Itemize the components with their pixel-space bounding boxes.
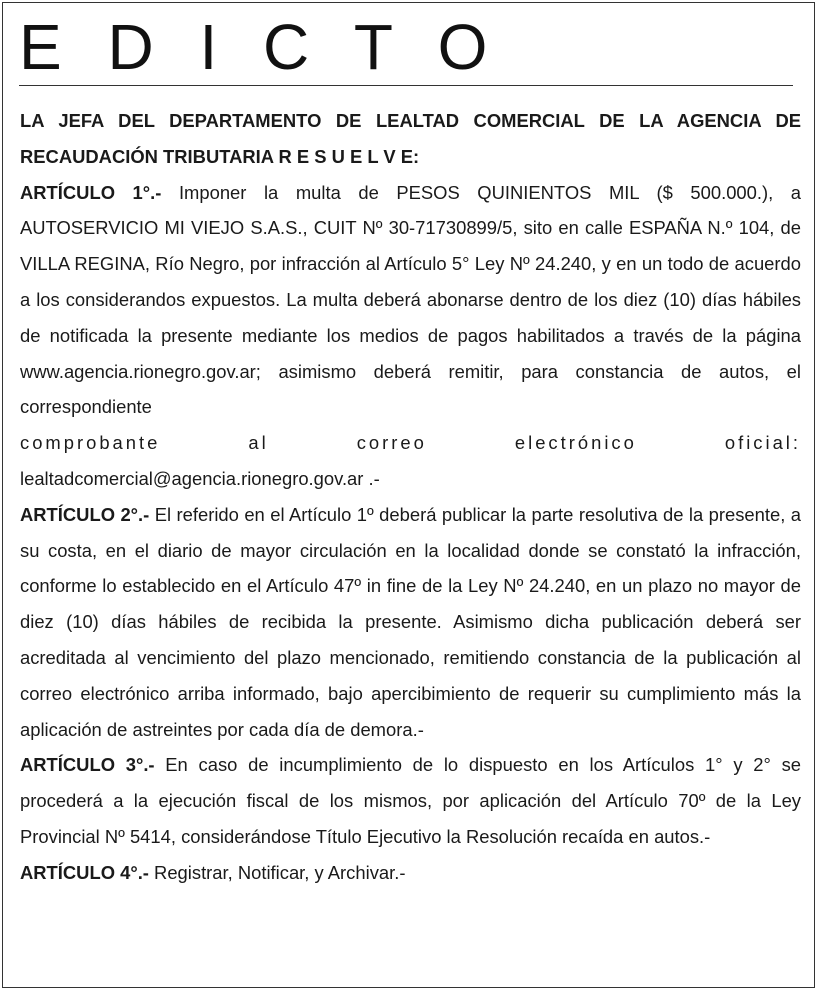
article-4-text: Registrar, Notificar, y Archivar.- (148, 861, 406, 883)
article-3-text: En caso de incumplimiento de lo dispuesto en los Artículos 1° y 2° se procederá a la ejecución fiscal de los mismos, por aplicación del Artículo 70º de la Ley Provincial Nº 5414, considerándose Título Ejecutivo la Resolución recaída en autos.- (20, 754, 801, 847)
article-1-label: ARTÍCULO 1°.- (20, 181, 162, 203)
article-1 (20, 175, 801, 497)
article-4 (20, 855, 801, 891)
edict-frame (2, 2, 815, 988)
article-1-text: Imponer la multa de PESOS QUINIENTOS MIL ($ 500.000.), a AUTOSERVICIO MI VIEJO S.A.S., CUIT Nº 30-71730899/5, sito en calle ESPAÑA N.º 104, de VILLA REGINA, Río Negro, por infracción al Artículo 5° Ley Nº 24.240, y en un todo de acuerdo a los considerandos expuestos. La multa deberá abonarse dentro de los diez (10) días hábiles de notificada la presente mediante los medios de pagos habilitados a través de la página www.agencia.rionegro.gov.ar; asimismo deberá remitir, para constancia de autos, el correspondiente (20, 181, 802, 418)
resolution-heading: LA JEFA DEL DEPARTAMENTO DE LEALTAD COMERCIAL DE LA AGENCIA DE RECAUDACIÓN TRIBUTARIA R E S U E L V E: (20, 110, 801, 167)
article-2-label: ARTÍCULO 2°.- (20, 503, 150, 525)
edict-title: E D I C T O (19, 11, 502, 83)
article-3 (20, 747, 801, 854)
article-1-email: lealtadcomercial@agencia.rionegro.gov.ar .- (20, 467, 380, 489)
title-divider (19, 85, 793, 86)
article-1-spaced-line: comprobante al correo electrónico oficial: (20, 432, 801, 454)
edict-body (20, 103, 801, 891)
article-4-label: ARTÍCULO 4°.- (20, 861, 149, 883)
article-2-text: El referido en el Artículo 1º deberá publicar la parte resolutiva de la presente, a su costa, en el diario de mayor circulación en la localidad donde se constató la infracción, conforme lo establecido en el Artículo 47º in fine de la Ley Nº 24.240, en un plazo no mayor de diez (10) días hábiles de recibida la presente. Asimismo dicha publicación deberá ser acreditada al vencimiento del plazo mencionado, remitiendo constancia de la publicación al correo electrónico arriba informado, bajo apercibimiento de requerir su cumplimiento más la aplicación de astreintes por cada día de demora.- (20, 503, 802, 740)
article-2 (20, 497, 801, 748)
article-3-label: ARTÍCULO 3°.- (20, 754, 155, 776)
